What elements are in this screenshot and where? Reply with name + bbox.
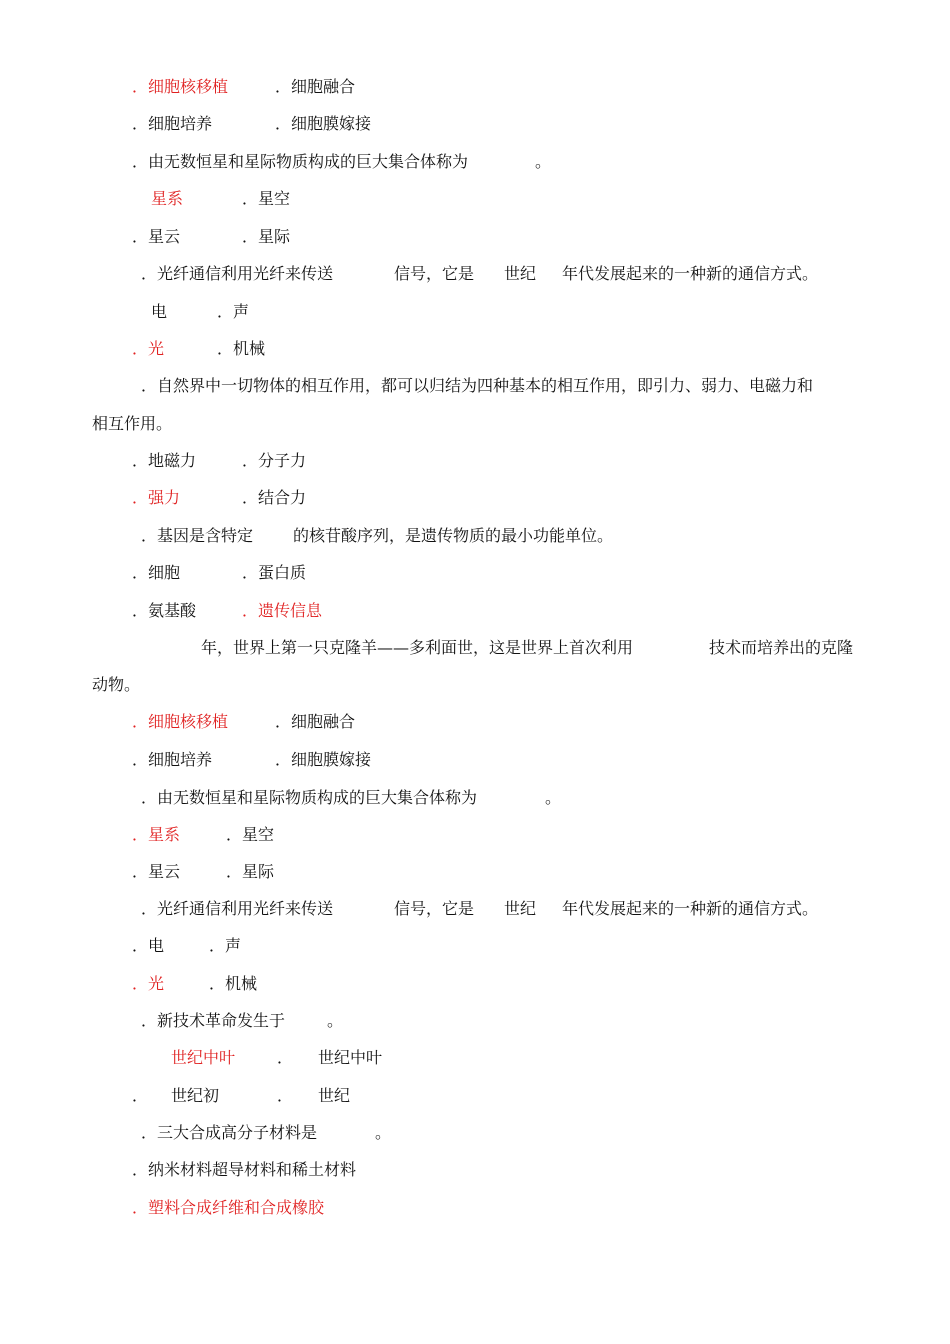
q10-question-end: 。 — [375, 1123, 392, 1142]
q4-question-line2: 相互作用。 — [92, 414, 173, 433]
q9-question-end: 。 — [327, 1011, 344, 1030]
q5-question-part1: ．基因是含特定 — [141, 526, 254, 545]
q5-option-d-answer: ．遗传信息 — [242, 601, 323, 620]
q2-option-b: ．星空 — [242, 189, 291, 208]
q3-question-part1: ．光纤通信利用光纤来传送 — [141, 264, 334, 283]
q8-question-part2: 信号，它是 — [394, 899, 475, 918]
q8-question-part1: ．光纤通信利用光纤来传送 — [141, 899, 334, 918]
q7-option-d: ．星际 — [226, 862, 275, 881]
q2-option-c: ．星云 — [132, 227, 181, 246]
q2-question-end: 。 — [535, 152, 552, 171]
q4-option-d: ．结合力 — [242, 488, 307, 507]
q3-question-part3: 世纪 — [504, 264, 537, 283]
q5-option-b: ．蛋白质 — [242, 563, 307, 582]
q3-question-part4: 年代发展起来的一种新的通信方式。 — [562, 264, 819, 283]
q5-question-part2: 的核苷酸序列，是遗传物质的最小功能单位。 — [293, 526, 614, 545]
q9-option-a-answer: 世纪中叶 — [171, 1048, 236, 1067]
q8-question-part3: 世纪 — [504, 899, 537, 918]
q8-option-a: ．电 — [132, 936, 165, 955]
q10-option-a: ．纳米材料超导材料和稀土材料 — [132, 1160, 357, 1179]
q8-question-part4: 年代发展起来的一种新的通信方式。 — [562, 899, 819, 918]
q8-option-c-answer: ．光 — [132, 974, 165, 993]
q3-question-part2: 信号，它是 — [394, 264, 475, 283]
q3-option-b: ．声 — [217, 302, 250, 321]
q3-option-c-answer: ．光 — [132, 339, 165, 358]
q6-option-d: ．细胞膜嫁接 — [275, 750, 372, 769]
q9-option-d-marker: ． — [277, 1086, 294, 1105]
q4-option-a: ．地磁力 — [132, 451, 197, 470]
q10-question: ．三大合成高分子材料是 — [141, 1123, 318, 1142]
q7-option-b: ．星空 — [226, 825, 275, 844]
q7-question: ．由无数恒星和星际物质构成的巨大集合体称为 — [141, 788, 478, 807]
q10-option-b-answer: ．塑料合成纤维和合成橡胶 — [132, 1198, 325, 1217]
q5-option-c: ．氨基酸 — [132, 601, 197, 620]
q8-option-d: ．机械 — [209, 974, 258, 993]
q2-option-a-answer: 星系 — [151, 189, 184, 208]
q9-option-c-marker: ． — [132, 1086, 149, 1105]
q6-question-part2: 技术而培养出的克隆 — [709, 638, 854, 657]
q7-option-a-answer: ．星系 — [132, 825, 181, 844]
q1-option-d: ．细胞膜嫁接 — [275, 114, 372, 133]
q1-option-c: ．细胞培养 — [132, 114, 213, 133]
q6-question-line2: 动物。 — [92, 675, 141, 694]
q3-option-d: ．机械 — [217, 339, 266, 358]
q3-option-a: 电 — [151, 302, 168, 321]
q9-option-c: 世纪初 — [171, 1086, 220, 1105]
q1-option-b: ．细胞融合 — [275, 77, 356, 96]
q4-question-line1: ．自然界中一切物体的相互作用，都可以归结为四种基本的相互作用，即引力、弱力、电磁力和 — [141, 376, 814, 395]
q5-option-a: ．细胞 — [132, 563, 181, 582]
q8-option-b: ．声 — [209, 936, 242, 955]
q6-question-part1: 年，世界上第一只克隆羊——多利面世，这是世界上首次利用 — [201, 638, 634, 657]
q7-question-end: 。 — [545, 788, 562, 807]
q4-option-c-answer: ．强力 — [132, 488, 181, 507]
q4-option-b: ．分子力 — [242, 451, 307, 470]
q2-option-d: ．星际 — [242, 227, 291, 246]
q9-option-b-marker: ． — [277, 1048, 294, 1067]
q9-option-b: 世纪中叶 — [318, 1048, 383, 1067]
q6-option-c: ．细胞培养 — [132, 750, 213, 769]
q9-option-d: 世纪 — [318, 1086, 351, 1105]
q9-question: ．新技术革命发生于 — [141, 1011, 286, 1030]
q6-option-a-answer: ．细胞核移植 — [132, 712, 229, 731]
q2-question: ．由无数恒星和星际物质构成的巨大集合体称为 — [132, 152, 469, 171]
q7-option-c: ．星云 — [132, 862, 181, 881]
q6-option-b: ．细胞融合 — [275, 712, 356, 731]
q1-option-a-answer: ．细胞核移植 — [132, 77, 229, 96]
